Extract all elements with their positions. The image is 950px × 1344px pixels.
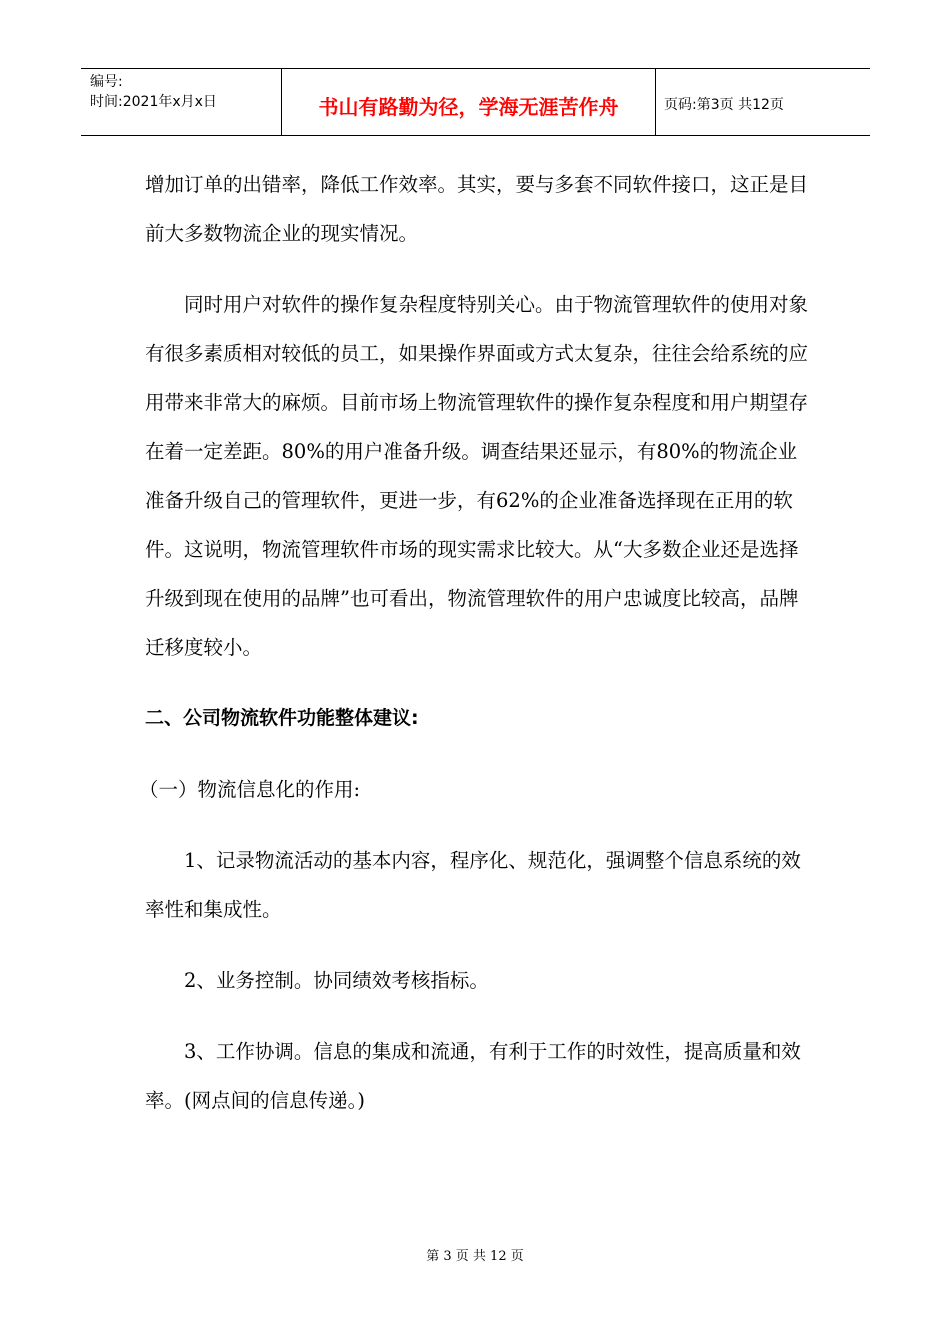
header-page-label: 页码:第3页 共12页: [664, 97, 784, 113]
list-item-3: 3、工作协调。信息的集成和流通，有利于工作的时效性，提高质量和效率。(网点间的信息传递。): [145, 1040, 801, 1112]
page-header: [81, 68, 870, 136]
header-motto: 书山有路勤为径，学海无涯苦作舟: [282, 69, 656, 135]
list-item-2: 2、业务控制。协同绩效考核指标。: [184, 969, 489, 992]
list-item-1: 1、记录物流活动的基本内容，程序化、规范化，强调整个信息系统的效率性和集成性。: [145, 849, 801, 921]
header-meta: [81, 69, 282, 135]
number-label: 编号:: [90, 74, 123, 90]
paragraph-continuation: 增加订单的出错率，降低工作效率。其实，要与多套不同软件接口，这正是目前大多数物流企业的现实情况。: [145, 173, 809, 245]
page-footer: 第 3 页 共 12 页: [426, 1249, 524, 1264]
paragraph-user-concern: 同时用户对软件的操作复杂程度特别关心。由于物流管理软件的使用对象有很多素质相对较低的员工，如果操作界面或方式太复杂，往往会给系统的应用带来非常大的麻烦。目前市场上物流管理软件的操作复杂程度和用户期望存在着一定差距。80%的用户准备升级。调查结果还显示，有80%的物流企业准备升级自己的管理软件，更进一步，有62%的企业准备选择现在正用的软件。这说明，物流管理软件市场的现实需求比较大。从“大多数企业还是选择升级到现在使用的品牌”也可看出，物流管理软件的用户忠诚度比较高，品牌迁移度较小。: [145, 293, 809, 659]
sub-heading: （一）物流信息化的作用:: [139, 778, 361, 801]
time-label: 时间:2021年x月x日: [90, 94, 217, 110]
document-body: [139, 160, 815, 1125]
section-heading: 二、公司物流软件功能整体建议:: [145, 707, 419, 729]
